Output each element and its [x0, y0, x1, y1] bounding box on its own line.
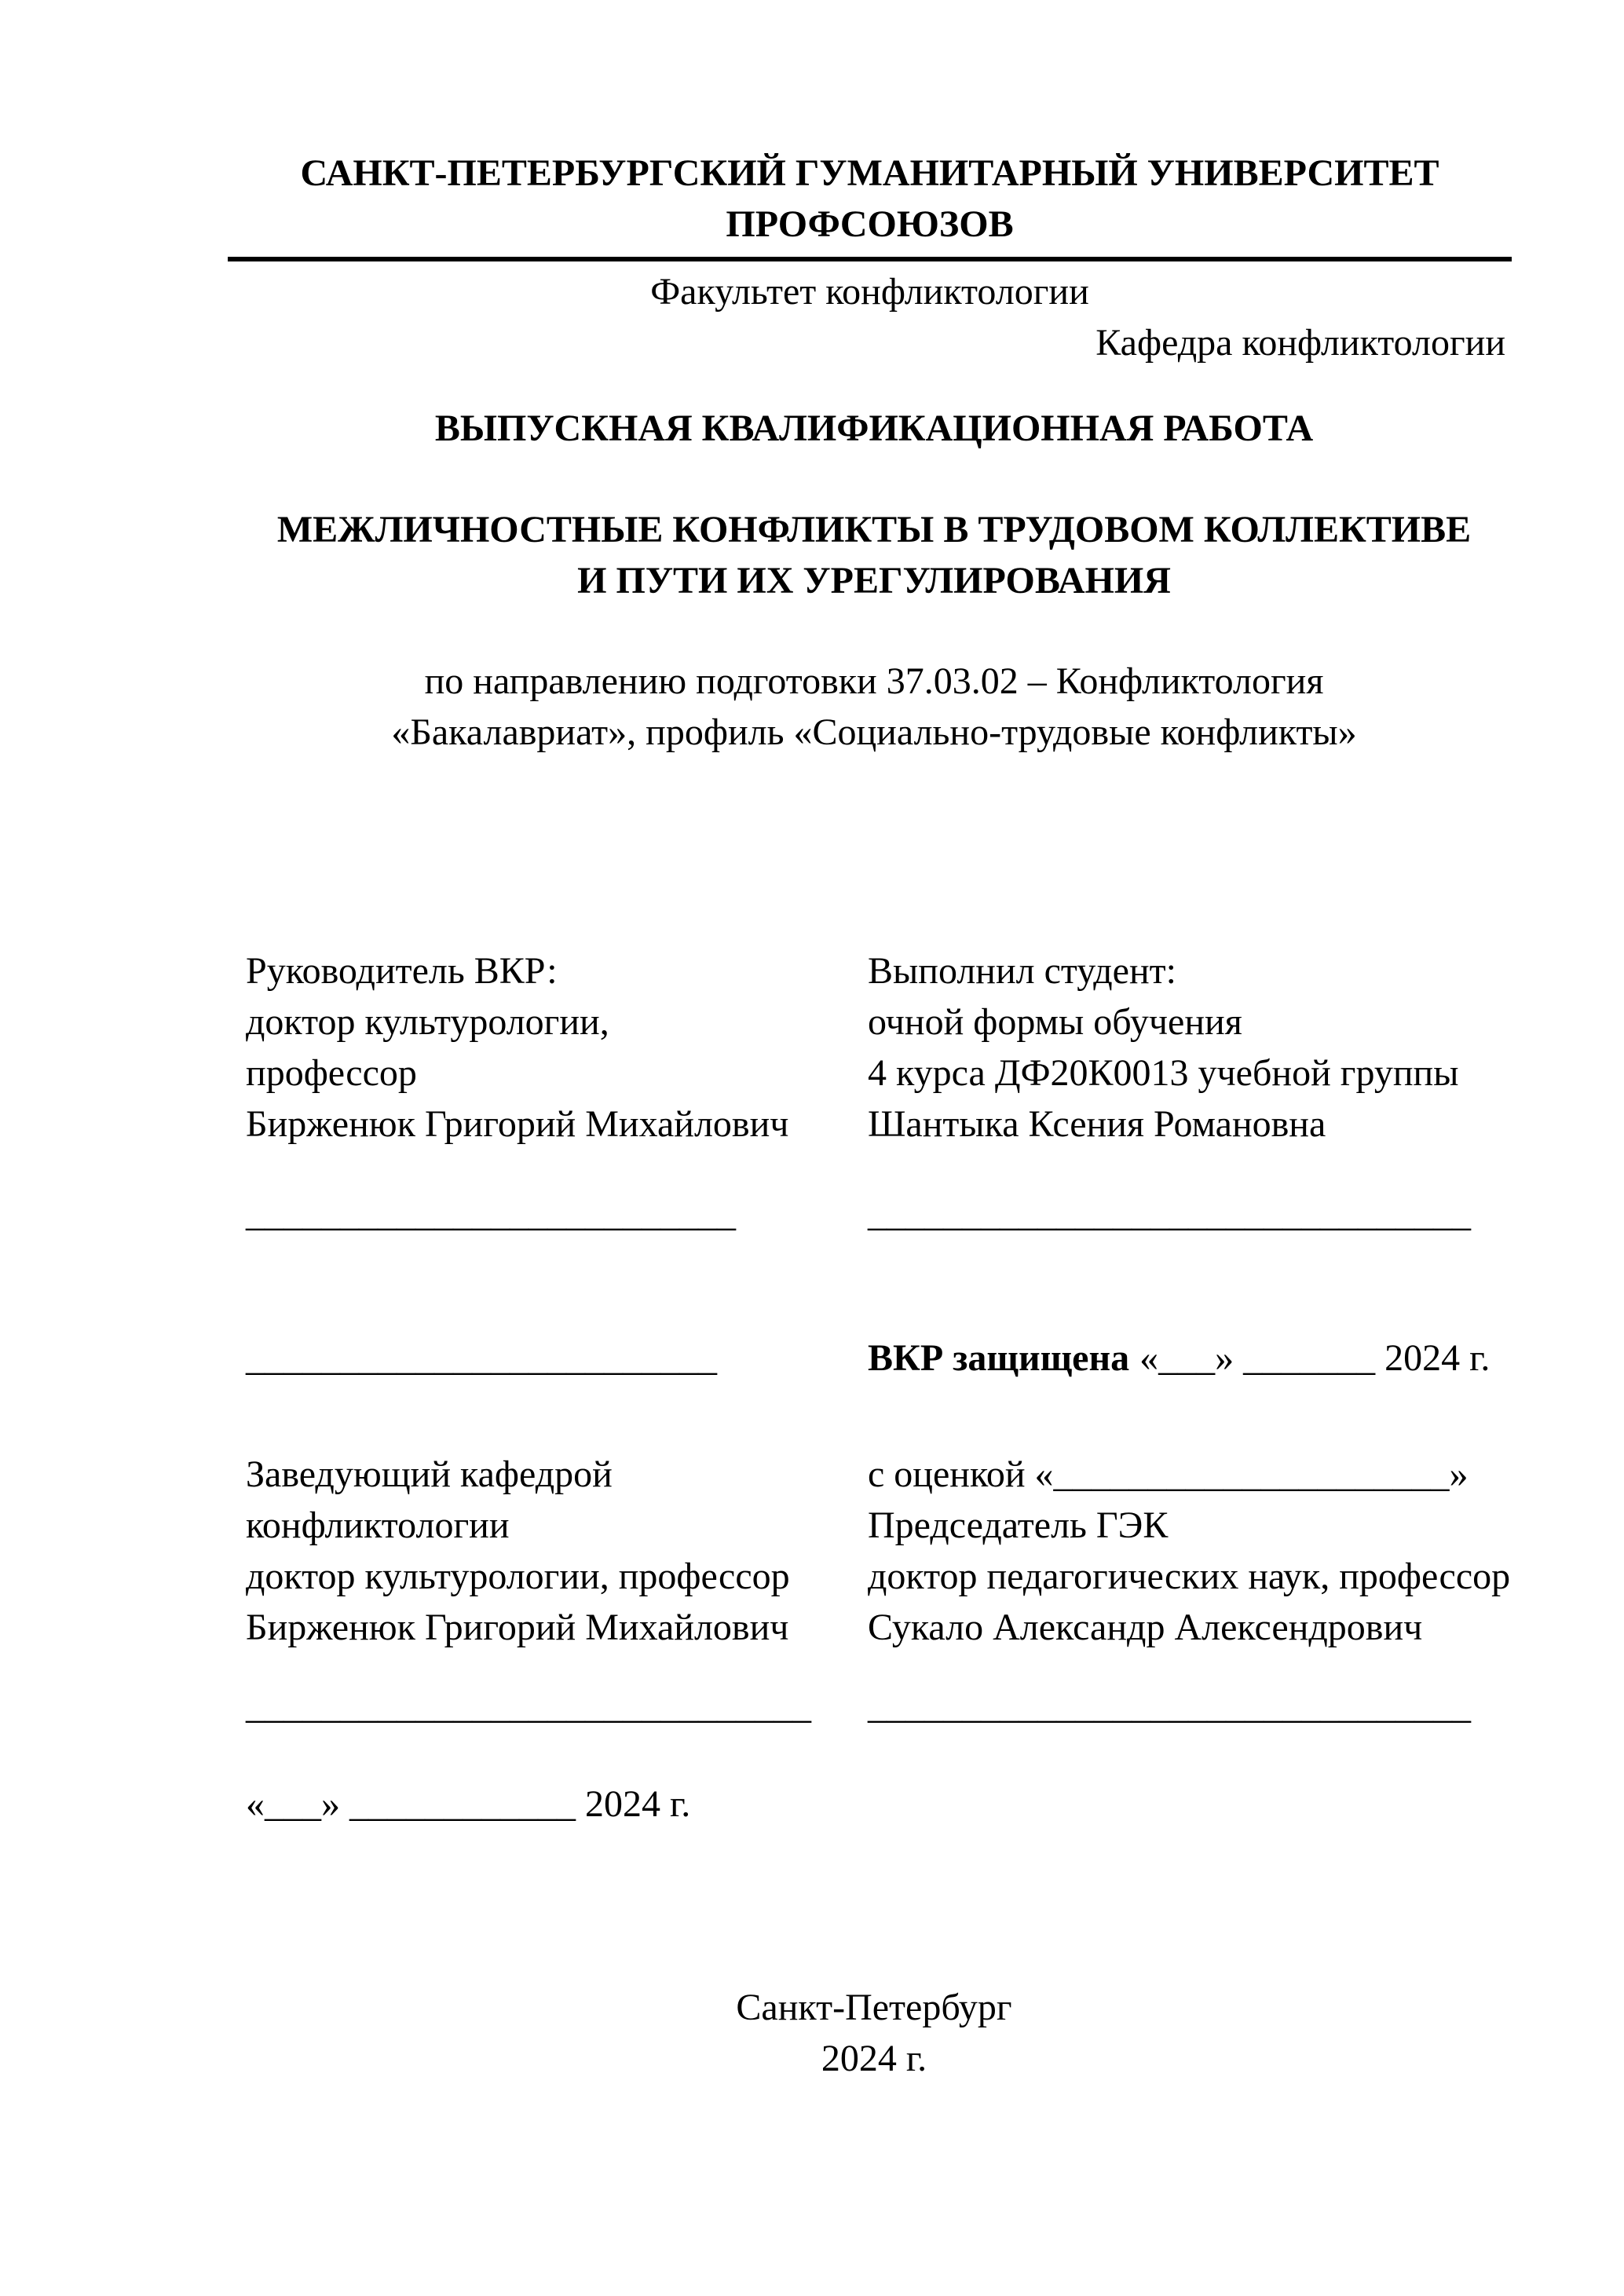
defense-date-blank: «___» _______ 2024 г. [1139, 1337, 1490, 1379]
defense-statement [868, 1333, 1512, 1384]
head-title-line-2: конфликтологии [246, 1504, 510, 1546]
thesis-title-line-2: И ПУТИ ИХ УРЕГУЛИРОВАНИЯ [577, 560, 1171, 601]
supervisor-degree-line-1: доктор культурологии, [246, 1001, 609, 1043]
program-info [167, 656, 1581, 758]
head-degree-line: доктор культурологии, профессор [246, 1556, 790, 1597]
defense-label: ВКР защищена [868, 1337, 1130, 1379]
head-signature-line: ______________________________ [246, 1685, 811, 1727]
supervisor-name: Бирженюк Григорий Михайлович [246, 1103, 789, 1145]
supervisor-signature-line: __________________________ [246, 1193, 736, 1234]
faculty-line: Факультет конфликтологии [650, 271, 1089, 313]
student-block [868, 945, 1512, 1150]
supervisor-block [246, 945, 866, 1150]
chairman-title-line: Председатель ГЭК [868, 1504, 1169, 1546]
head-title-line-1: Заведующий кафедрой [246, 1453, 613, 1495]
student-name: Шантыка Ксения Романовна [868, 1103, 1326, 1145]
head-of-department-block [246, 1449, 866, 1653]
student-info-line-2: 4 курса ДФ20К0013 учебной группы [868, 1052, 1459, 1094]
grade-blank-line: с оценкой «_____________________» [868, 1453, 1469, 1495]
department-line: Кафедра конфликтологии [1095, 322, 1505, 364]
head-date-blank: «___» ____________ 2024 г. [246, 1783, 691, 1825]
header-divider [228, 257, 1512, 261]
department-head-signature-line-upper: _________________________ [246, 1337, 717, 1379]
footer [167, 1982, 1581, 2084]
chairman-signature-line: ________________________________ [868, 1685, 1471, 1727]
chairman-degree-line: доктор педагогических наук, профессор [868, 1556, 1511, 1597]
work-type-heading: ВЫПУСКНАЯ КВАЛИФИКАЦИОННАЯ РАБОТА [434, 408, 1314, 449]
program-line-2: «Бакалавриат», профиль «Социально-трудовые конфликты» [391, 711, 1357, 753]
student-signature-line: ________________________________ [868, 1193, 1471, 1234]
chairman-name: Сукало Александр Алексендрович [868, 1607, 1423, 1648]
student-label: Выполнил студент: [868, 950, 1176, 992]
program-line-1: по направлению подготовки 37.03.02 – Конфликтология [424, 660, 1324, 702]
university-name: САНКТ-ПЕТЕРБУРГСКИЙ ГУМАНИТАРНЫЙ УНИВЕРСИТЕТ ПРОФСОЮЗОВ [300, 152, 1439, 245]
student-info-line-1: очной формы обучения [868, 1001, 1242, 1043]
supervisor-label: Руководитель ВКР: [246, 950, 558, 992]
thesis-title-line-1: МЕЖЛИЧНОСТНЫЕ КОНФЛИКТЫ В ТРУДОВОМ КОЛЛЕКТИВЕ [276, 509, 1472, 550]
footer-year: 2024 г. [821, 2038, 927, 2079]
document-header [228, 148, 1512, 368]
footer-city: Санкт-Петербург [736, 1987, 1012, 2028]
head-name: Бирженюк Григорий Михайлович [246, 1607, 789, 1648]
thesis-title [167, 504, 1581, 606]
supervisor-degree-line-2: профессор [246, 1052, 417, 1094]
chairman-block [868, 1449, 1512, 1653]
